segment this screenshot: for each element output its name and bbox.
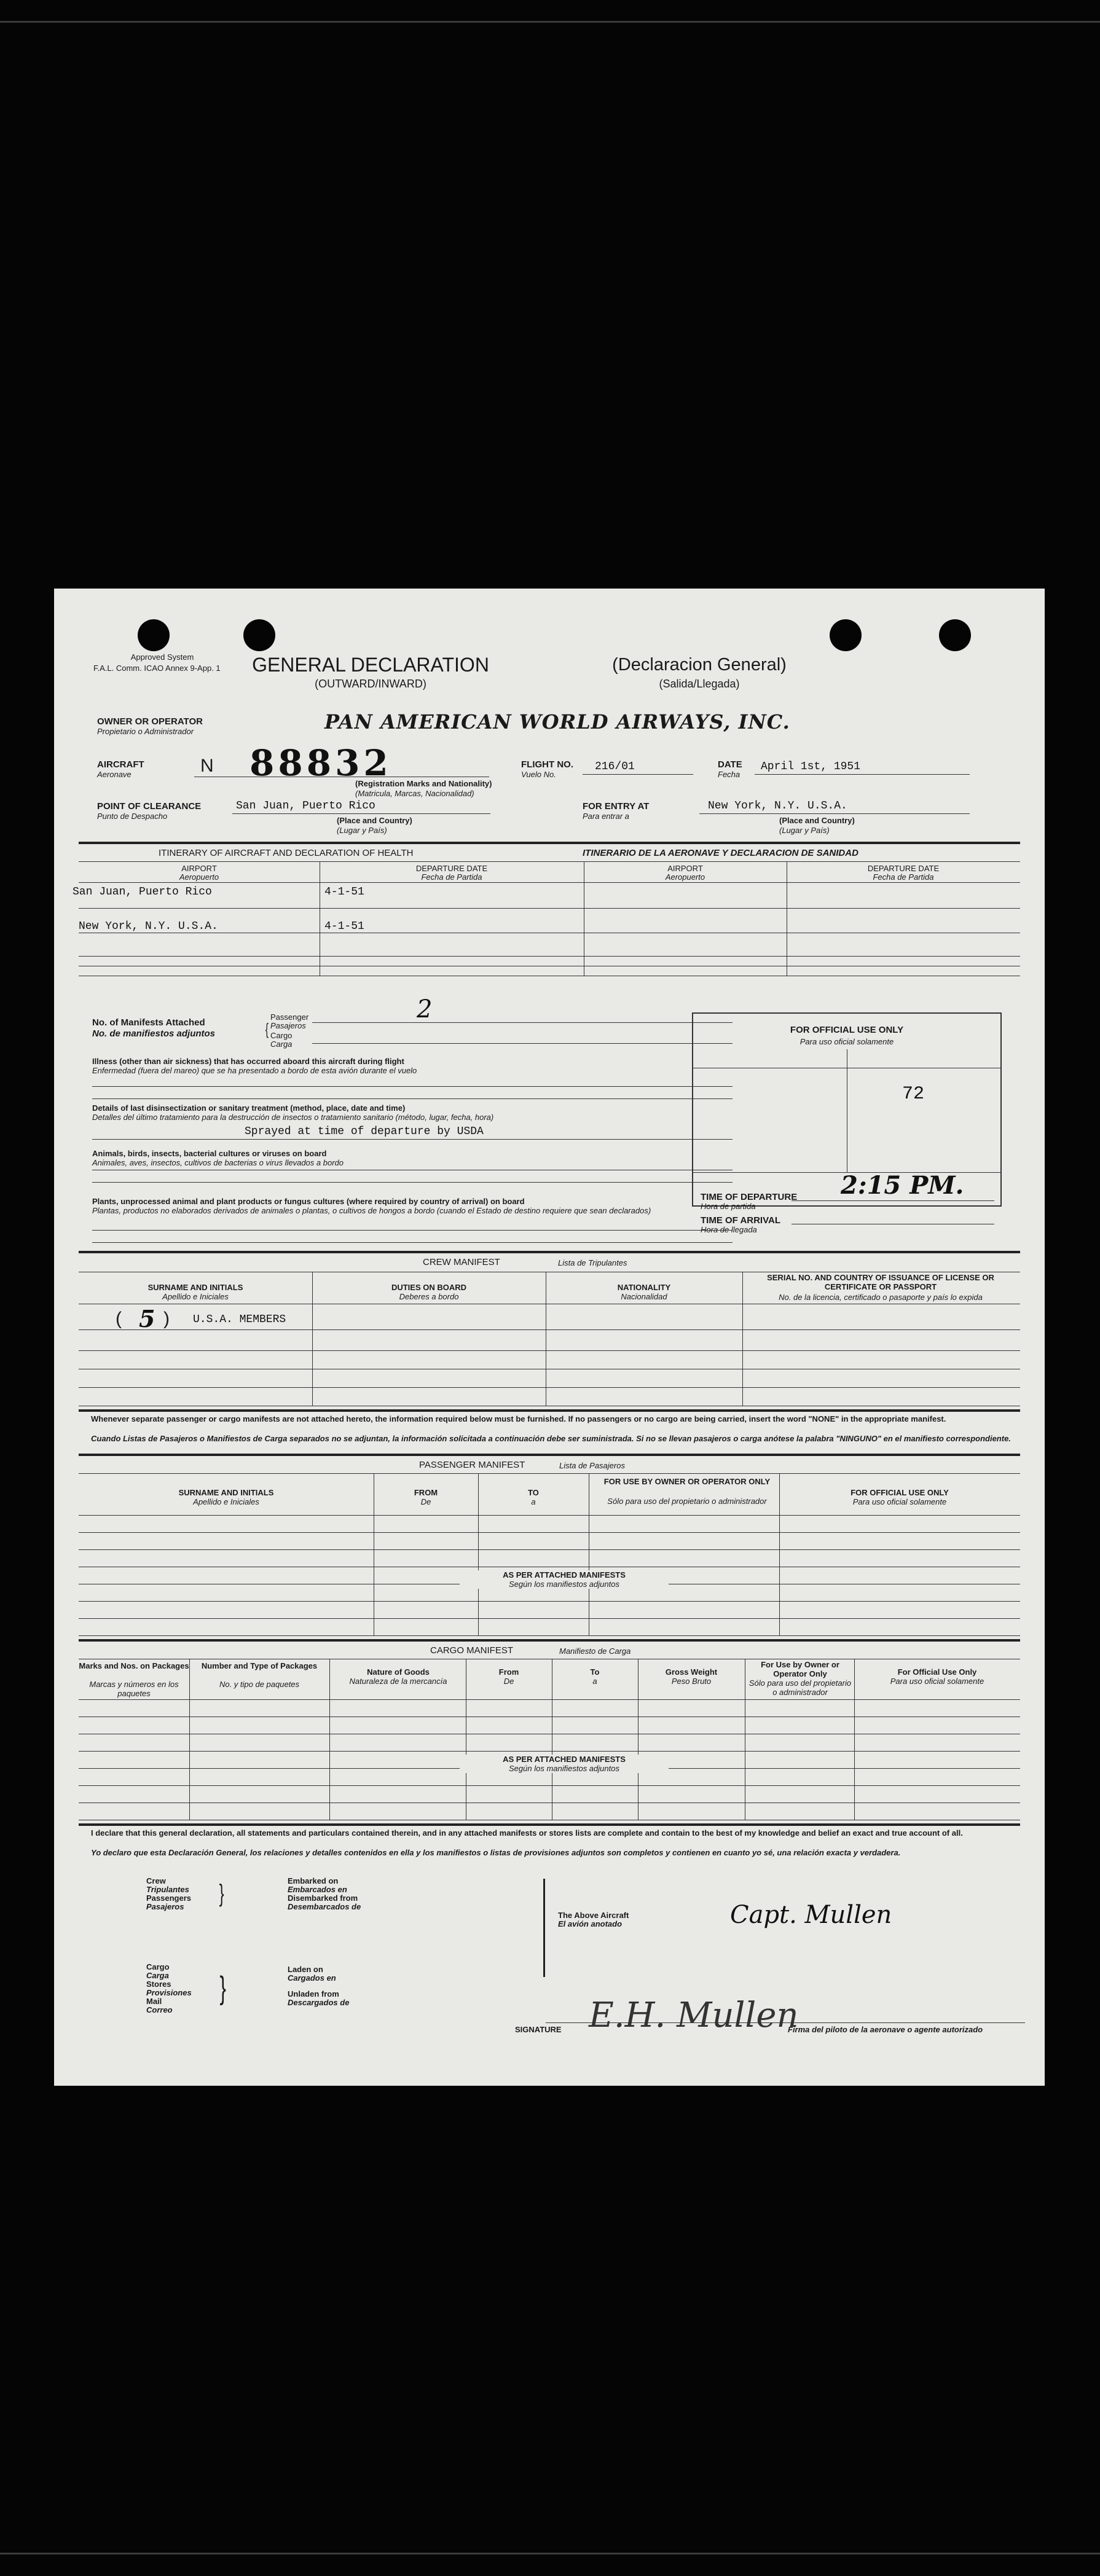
- disinsect-label-es: Detalles del último tratamiento para la destrucción de insectos o tratamiento sanitario (método, lugar, fecha, hora): [92, 1113, 494, 1122]
- movement-cargo: Cargo: [146, 1962, 170, 1971]
- passenger-header: TO: [528, 1488, 539, 1497]
- notice-text: Whenever separate passenger or cargo manifests are not attached hereto, the information required below must be furnished. If no passengers or no cargo are being carried, insert the word "NONE" in the appropriate manifest.: [91, 1414, 946, 1423]
- movement-col: Unladen from: [288, 1989, 339, 1999]
- entry-label: FOR ENTRY AT: [583, 801, 650, 812]
- flight-number: 216/01: [595, 761, 635, 773]
- crew-count: 5: [139, 1305, 155, 1333]
- clearance-caption: (Place and Country): [337, 816, 412, 825]
- illness-line: [92, 1098, 733, 1099]
- clearance-caption-es: (Lugar y País): [337, 826, 387, 835]
- disinsect-value: Sprayed at time of departure by USDA: [245, 1126, 484, 1138]
- rule: [79, 1473, 1020, 1474]
- aircraft-caption: (Registration Marks and Nationality): [355, 779, 492, 788]
- movement-brace: }: [219, 1880, 224, 1907]
- punch-hole: [243, 619, 275, 651]
- aircraft-caption-es: (Matricula, Marcas, Nacionalidad): [355, 789, 474, 798]
- crew-header-es: Deberes a bordo: [399, 1292, 459, 1301]
- passenger-header: SURNAME AND INITIALS: [178, 1488, 274, 1497]
- cargo-header: For Use by Owner or Operator Only: [761, 1660, 839, 1678]
- rule: [189, 1659, 190, 1820]
- disinsect-label: Details of last disinsectization or sanitary treatment (method, place, date and time): [92, 1103, 406, 1113]
- movement-cargo-es: Carga: [146, 1971, 169, 1980]
- illness-line: [92, 1086, 733, 1087]
- passenger-header: FROM: [414, 1488, 438, 1497]
- flight-label-es: Vuelo No.: [521, 770, 556, 779]
- rule: [79, 1823, 1020, 1826]
- rule: [79, 1350, 1020, 1351]
- crew-count-bracket: (: [116, 1309, 122, 1329]
- rule: [478, 1473, 479, 1635]
- passenger-header: FOR USE BY OWNER OR OPERATOR ONLY: [603, 1477, 771, 1486]
- itinerary-header: AIRPORT: [667, 864, 703, 873]
- passenger-label: Passenger: [270, 1012, 309, 1022]
- rule: [79, 1635, 1020, 1636]
- passenger-title-es: Lista de Pasajeros: [559, 1461, 625, 1470]
- passenger-header-es: a: [531, 1497, 536, 1506]
- form-reference: F.A.L. Comm. ICAO Annex 9-App. 1: [93, 664, 221, 673]
- itinerary-airport: New York, N.Y. U.S.A.: [79, 920, 218, 933]
- cargo-label: Cargo: [270, 1031, 293, 1040]
- clearance-label: POINT OF CLEARANCE: [97, 801, 202, 812]
- rule: [79, 1618, 1020, 1619]
- owner-label: OWNER OR OPERATOR: [97, 716, 203, 727]
- movement-mail: Mail: [146, 1997, 162, 2006]
- crew-title: CREW MANIFEST: [423, 1257, 500, 1267]
- illness-label: Illness (other than air sickness) that has occurred aboard this aircraft during flight: [92, 1057, 404, 1066]
- cargo-line: [312, 1043, 733, 1044]
- rule: [79, 908, 1020, 909]
- plants-line: [92, 1242, 733, 1243]
- film-strip-top: [0, 21, 1100, 23]
- cargo-header: To: [590, 1667, 600, 1677]
- passenger-label-es: Pasajeros: [270, 1021, 306, 1030]
- rule: [79, 1549, 1020, 1550]
- itinerary-title: ITINERARY OF AIRCRAFT AND DECLARATION OF HEALTH: [159, 848, 414, 858]
- itinerary-header: DEPARTURE DATE: [867, 864, 940, 873]
- declaration-text: I declare that this general declaration, all statements and particulars contained therein, and in any attached manifests or stores lists are complete and contain to the best of my knowledge and belief an exact and true account of all.: [91, 1828, 963, 1838]
- entry-line: [699, 813, 970, 814]
- movement-stores: Stores: [146, 1979, 171, 1989]
- signature-label: SIGNATURE: [515, 2025, 562, 2034]
- plants-label-es: Plantas, productos no elaborados derivados de animales o plantas, o cultivos de hongos a bordo (cuando el Estado de destino requiere que sean declarados): [92, 1206, 651, 1215]
- passenger-line: [312, 1022, 733, 1023]
- rule: [742, 1272, 743, 1406]
- movement-crew-es: Tripulantes: [146, 1885, 189, 1894]
- rule: [79, 956, 1020, 957]
- form-title-es-sub: (Salida/Llegada): [659, 678, 740, 690]
- cargo-header: Marks and Nos. on Packages: [79, 1661, 189, 1670]
- clearance-line: [232, 813, 490, 814]
- movement-col: Laden on: [288, 1965, 323, 1974]
- passenger-header-es: Para uso oficial solamente: [852, 1497, 947, 1506]
- signature-aircraft-label-es: El avión anotado: [558, 1919, 623, 1928]
- itinerary-title-es: ITINERARIO DE LA AERONAVE Y DECLARACION DE SANIDAD: [583, 848, 858, 858]
- cargo-stamp-es: Según los manifiestos adjuntos: [460, 1764, 669, 1773]
- itinerary-airport: San Juan, Puerto Rico: [73, 886, 212, 898]
- film-strip-bottom: [0, 2553, 1100, 2554]
- cargo-title: CARGO MANIFEST: [430, 1645, 514, 1656]
- declaration-text-es: Yo declaro que esta Declaración General, los relaciones y detalles contenidos en ella y los manifiestos o listas de provisiones adjuntos son completos y contienen en cuanto yo sé, una relación exacta y verdadera.: [91, 1848, 901, 1857]
- itinerary-date: 4-1-51: [324, 886, 364, 898]
- movement-col-es: Cargados en: [288, 1973, 336, 1983]
- cargo-title-es: Manifiesto de Carga: [559, 1646, 631, 1656]
- movement-col-es: Embarcados en: [288, 1885, 347, 1894]
- entry-caption-es: (Lugar y País): [779, 826, 830, 835]
- rule: [79, 1601, 1020, 1602]
- form-title-es: (Declaracion General): [612, 655, 787, 675]
- rule: [79, 1251, 1020, 1253]
- cargo-header-es: Peso Bruto: [671, 1677, 712, 1686]
- manifests-label: No. of Manifests Attached: [92, 1017, 205, 1028]
- movement-stores-es: Provisiones: [146, 1988, 192, 1997]
- itinerary-header-es: Aeropuerto: [665, 872, 705, 882]
- cargo-header: Gross Weight: [665, 1667, 718, 1677]
- official-use-title-es: Para uso oficial solamente: [799, 1037, 894, 1046]
- signature-label-es: Firma del piloto de la aeronave o agente autorizado: [788, 2025, 983, 2034]
- movement-brace: }: [219, 1970, 226, 2006]
- notice-text-es: Cuando Listas de Pasajeros o Manifiestos de Carga separados no se adjuntan, la información solicitada a continuación debe ser suministrada. Si no se llevan pasajeros o carga anótese la palabra "NINGUNO" en el manifiesto correspondiente.: [91, 1434, 1011, 1443]
- crew-header: NATIONALITY: [617, 1283, 671, 1292]
- crew-header-es: No. de la licencia, certificado o pasaporte y país lo expida: [779, 1293, 983, 1302]
- rule: [79, 882, 1020, 883]
- departure-time: 2:15 PM.: [841, 1171, 964, 1200]
- passenger-header-es: Sólo para uso del propietario o administrador: [607, 1497, 767, 1506]
- manifests-label-es: No. de manifiestos adjuntos: [92, 1028, 216, 1039]
- signature-aircraft-label: The Above Aircraft: [558, 1911, 629, 1920]
- official-code: 72: [902, 1084, 925, 1105]
- cargo-header-es: Marcas y números en los paquetes: [89, 1680, 179, 1698]
- cargo-label-es: Carga: [270, 1039, 293, 1049]
- cargo-header: Number and Type of Packages: [201, 1661, 318, 1670]
- manifests-brace: {: [265, 1020, 269, 1038]
- punch-hole: [939, 619, 971, 651]
- flight-line: [583, 774, 693, 775]
- approved-system: Approved System: [130, 652, 194, 662]
- departure-label: TIME OF DEPARTURE: [701, 1192, 798, 1202]
- cargo-header: From: [498, 1667, 519, 1677]
- rule: [79, 1515, 1020, 1516]
- entry-caption: (Place and Country): [779, 816, 855, 825]
- date-label: DATE: [718, 759, 742, 770]
- cargo-header-es: a: [592, 1677, 597, 1686]
- aircraft-registration: 88832: [249, 742, 392, 784]
- form-title: GENERAL DECLARATION: [252, 654, 489, 676]
- crew-header-es: Nacionalidad: [621, 1292, 667, 1301]
- rule: [543, 1879, 545, 1977]
- clearance-value: San Juan, Puerto Rico: [236, 800, 375, 812]
- rule: [79, 1409, 1020, 1412]
- rule: [79, 1329, 1020, 1330]
- itinerary-header-es: Fecha de Partida: [421, 872, 482, 882]
- movement-col: Disembarked from: [288, 1893, 358, 1903]
- movement-passengers: Passengers: [146, 1893, 191, 1903]
- cargo-header: Nature of Goods: [367, 1667, 430, 1677]
- rule: [779, 1473, 780, 1635]
- rule: [79, 1454, 1020, 1456]
- official-use-title: FOR OFFICIAL USE ONLY: [790, 1025, 904, 1035]
- date-line: [755, 774, 970, 775]
- animals-line: [92, 1182, 733, 1183]
- date-label-es: Fecha: [718, 770, 741, 779]
- cargo-header-es: Para uso oficial solamente: [890, 1677, 984, 1686]
- passenger-header: FOR OFFICIAL USE ONLY: [851, 1488, 949, 1497]
- movement-col: Embarked on: [288, 1876, 339, 1885]
- entry-value: New York, N.Y. U.S.A.: [708, 800, 847, 812]
- rule: [79, 1699, 1020, 1700]
- arrival-label-es: Hora de llegada: [701, 1225, 757, 1234]
- passenger-title: PASSENGER MANIFEST: [419, 1460, 525, 1470]
- cargo-header-es: Sólo para uso del propietario o administrador: [748, 1678, 852, 1697]
- signature-mark: E.H. Mullen: [589, 1995, 799, 2035]
- owner-label-es: Propietario o Administrador: [97, 727, 194, 736]
- rule: [79, 861, 1020, 862]
- passenger-header-es: De: [420, 1497, 431, 1506]
- general-declaration-form: [54, 589, 1045, 2086]
- crew-header-es: Apellido e Iniciales: [162, 1292, 229, 1301]
- plants-line: [92, 1230, 733, 1231]
- rule: [79, 1751, 1020, 1752]
- movement-passengers-es: Pasajeros: [146, 1902, 184, 1911]
- rule: [312, 1272, 313, 1406]
- animals-label-es: Animales, aves, insectos, cultivos de bacterias o virus llevados a bordo: [92, 1158, 344, 1167]
- clearance-label-es: Punto de Despacho: [97, 812, 168, 821]
- operator-name: PAN AMERICAN WORLD AIRWAYS, INC.: [324, 710, 790, 734]
- rule: [79, 842, 1020, 844]
- flight-label: FLIGHT NO.: [521, 759, 573, 770]
- movement-col-es: Desembarcados de: [288, 1902, 361, 1911]
- cargo-stamp: AS PER ATTACHED MANIFESTS: [460, 1755, 669, 1764]
- aircraft-prefix: N: [200, 756, 214, 776]
- date-value: April 1st, 1951: [761, 761, 861, 773]
- passenger-stamp: AS PER ATTACHED MANIFESTS: [460, 1570, 669, 1580]
- form-title-sub: (OUTWARD/INWARD): [315, 678, 426, 690]
- rule: [79, 1387, 1020, 1388]
- illness-label-es: Enfermedad (fuera del mareo) que se ha presentado a bordo de esta avión durante el vuelo: [92, 1066, 417, 1075]
- rule: [79, 1532, 1020, 1533]
- plants-label: Plants, unprocessed animal and plant products or fungus cultures (where required by country of arrival) on board: [92, 1197, 525, 1206]
- cargo-header-es: De: [503, 1677, 514, 1686]
- crew-count-bracket: ): [163, 1309, 170, 1329]
- animals-label: Animals, birds, insects, bacterial cultures or viruses on board: [92, 1149, 327, 1158]
- crew-header: DUTIES ON BOARD: [391, 1283, 467, 1292]
- itinerary-header-es: Aeropuerto: [179, 872, 219, 882]
- departure-label-es: Hora de partida: [701, 1202, 756, 1211]
- movement-mail-es: Correo: [146, 2005, 173, 2014]
- punch-hole: [138, 619, 170, 651]
- departure-line: [792, 1200, 994, 1201]
- rule: [79, 1785, 1020, 1786]
- arrival-label: TIME OF ARRIVAL: [701, 1215, 780, 1226]
- itinerary-header: DEPARTURE DATE: [415, 864, 488, 873]
- aircraft-label: AIRCRAFT: [97, 759, 144, 770]
- crew-members: U.S.A. MEMBERS: [193, 1313, 286, 1326]
- movement-crew: Crew: [146, 1876, 166, 1885]
- rule: [79, 1639, 1020, 1642]
- rule: [854, 1659, 855, 1820]
- cargo-header-es: Naturaleza de la mercancía: [349, 1677, 447, 1686]
- itinerary-date: 4-1-51: [324, 920, 364, 933]
- crew-header: SURNAME AND INITIALS: [147, 1283, 243, 1292]
- crew-title-es: Lista de Tripulantes: [558, 1258, 627, 1267]
- passenger-stamp-es: Según los manifiestos adjuntos: [460, 1580, 669, 1589]
- aircraft-label-es: Aeronave: [97, 770, 132, 779]
- passenger-count: 2: [417, 995, 433, 1024]
- entry-label-es: Para entrar a: [583, 812, 629, 821]
- itinerary-header-es: Fecha de Partida: [873, 872, 934, 882]
- punch-hole: [830, 619, 862, 651]
- disinsect-line: [92, 1139, 733, 1140]
- itinerary-header: AIRPORT: [181, 864, 217, 873]
- crew-header: SERIAL NO. AND COUNTRY OF ISSUANCE OF LICENSE OR CERTIFICATE OR PASSPORT: [767, 1273, 994, 1291]
- passenger-header-es: Apellido e Iniciales: [193, 1497, 259, 1506]
- signature-name: Capt. Mullen: [730, 1901, 892, 1929]
- cargo-header: For Official Use Only: [897, 1667, 977, 1677]
- cargo-header-es: No. y tipo de paquetes: [219, 1680, 300, 1689]
- rule: [329, 1659, 330, 1820]
- movement-col-es: Descargados de: [288, 1998, 350, 2007]
